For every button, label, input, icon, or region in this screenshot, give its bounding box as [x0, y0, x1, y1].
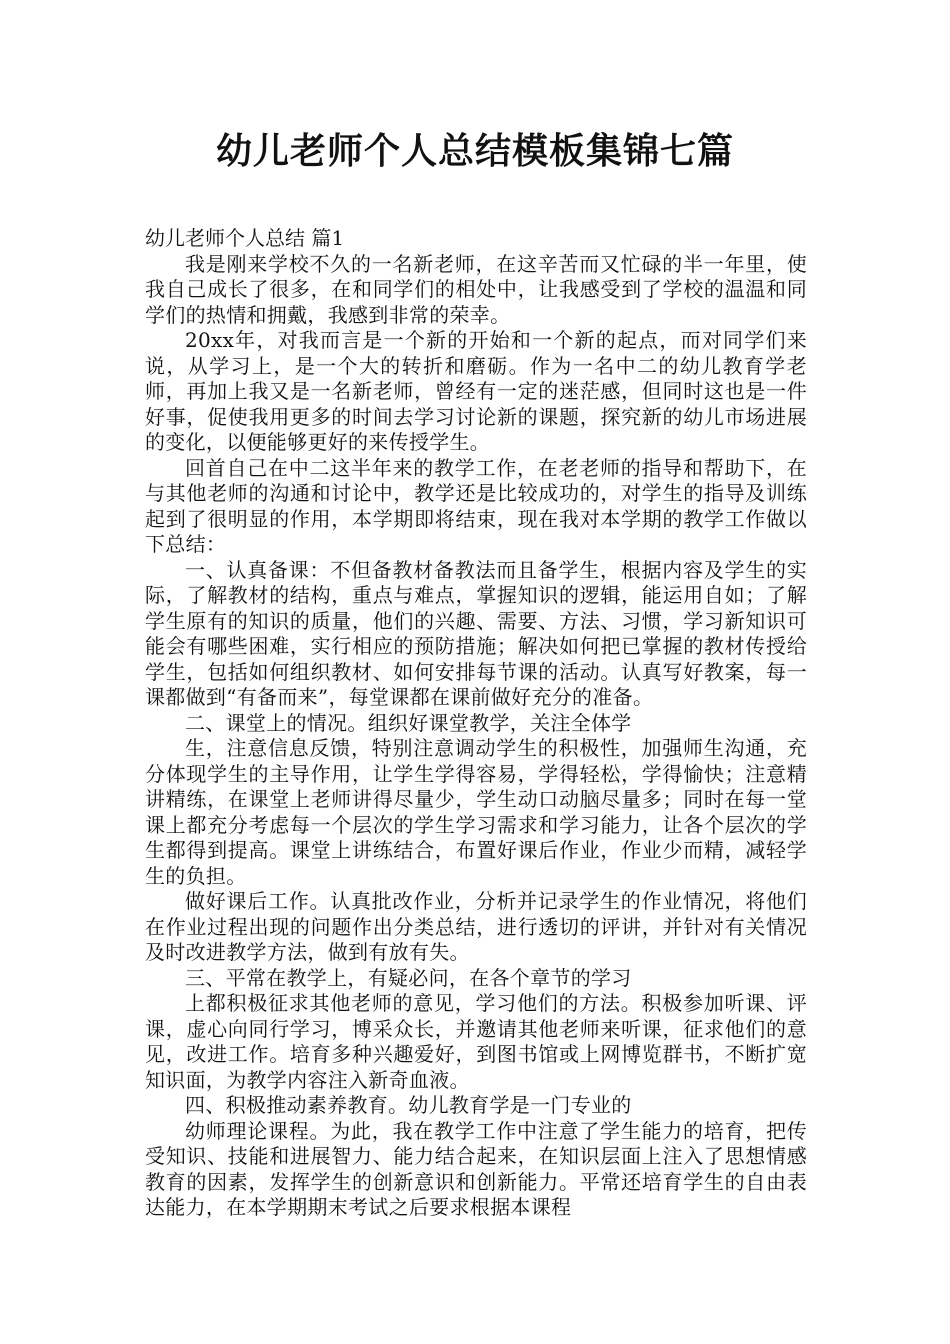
paragraph: 上都积极征求其他老师的意见，学习他们的方法。积极参加听课、评课，虚心向同行学习，博采众长，并邀请其他老师来听课，征求他们的意见，改进工作。培育多种兴趣爱好，到图书馆或上网博览群书，不断扩宽知识面，为教学内容注入新奇血液。 — [145, 991, 807, 1092]
paragraph: 20xx年，对我而言是一个新的开始和一个新的起点，而对同学们来说，从学习上，是一个大的转折和磨砺。作为一名中二的幼儿教育学老师，再加上我又是一名新老师，曾经有一定的迷茫感，但同时这也是一件好事，促使我用更多的时间去学习讨论新的课题，探究新的幼儿市场进展的变化，以便能够更好的来传授学生。 — [145, 328, 807, 454]
paragraph: 幼师理论课程。为此，我在教学工作中注意了学生能力的培育，把传受知识、技能和进展智力、能力结合起来，在知识层面上注入了思想情感教育的因素，发挥学生的创新意识和创新能力。平常还培育学生的自由表达能力，在本学期期末考试之后要求根据本课程 — [145, 1118, 807, 1219]
document-title: 幼儿老师个人总结模板集锦七篇 — [215, 131, 734, 172]
paragraph: 三、平常在教学上，有疑必问，在各个章节的学习 — [185, 965, 632, 990]
paragraph: 四、积极推动素养教育。幼儿教育学是一门专业的 — [185, 1093, 632, 1117]
paragraph: 一、认真备课：不但备教材备教法而且备学生，根据内容及学生的实际，了解教材的结构，重点与难点，掌握知识的逻辑，能运用自如；了解学生原有的知识的质量，他们的兴趣、需要、方法、习惯，学习新知识可能会有哪些困难，实行相应的预防措施；解决如何把已掌握的教材传授给学生，包括如何组织教材、如何安排每节课的活动。认真写好教案，每一课都做到“有备而来”，每堂课都在课前做好充分的准备。 — [145, 557, 807, 709]
paragraph: 我是刚来学校不久的一名新老师，在这辛苦而又忙碌的半一年里，使我自己成长了很多，在和同学们的相处中，让我感受到了学校的温温和同学们的热情和拥戴，我感到非常的荣幸。 — [145, 251, 807, 327]
section-subtitle: 幼儿老师个人总结 篇1 — [145, 226, 345, 250]
paragraph: 生，注意信息反馈，特别注意调动学生的积极性，加强师生沟通，充分体现学生的主导作用，让学生学得容易，学得轻松，学得愉快；注意精讲精练，在课堂上老师讲得尽量少，学生动口动脑尽量多；同时在每一堂课上都充分考虑每一个层次的学生学习需求和学习能力，让各个层次的学生都得到提高。课堂上讲练结合，布置好课后作业，作业少而精，减轻学生的负担。 — [145, 736, 807, 888]
paragraph: 回首自己在中二这半年来的教学工作，在老老师的指导和帮助下，在与其他老师的沟通和讨论中，教学还是比较成功的，对学生的指导及训练起到了很明显的作用，本学期即将结束，现在我对本学期的教学工作做以下总结： — [145, 455, 807, 556]
paragraph: 二、课堂上的情况。组织好课堂教学，关注全体学 — [185, 710, 632, 735]
paragraph: 做好课后工作。认真批改作业，分析并记录学生的作业情况，将他们在作业过程出现的问题作出分类总结，进行透切的评讲，并针对有关情况及时改进教学方法，做到有放有失。 — [145, 889, 807, 964]
document-body — [145, 226, 807, 1221]
